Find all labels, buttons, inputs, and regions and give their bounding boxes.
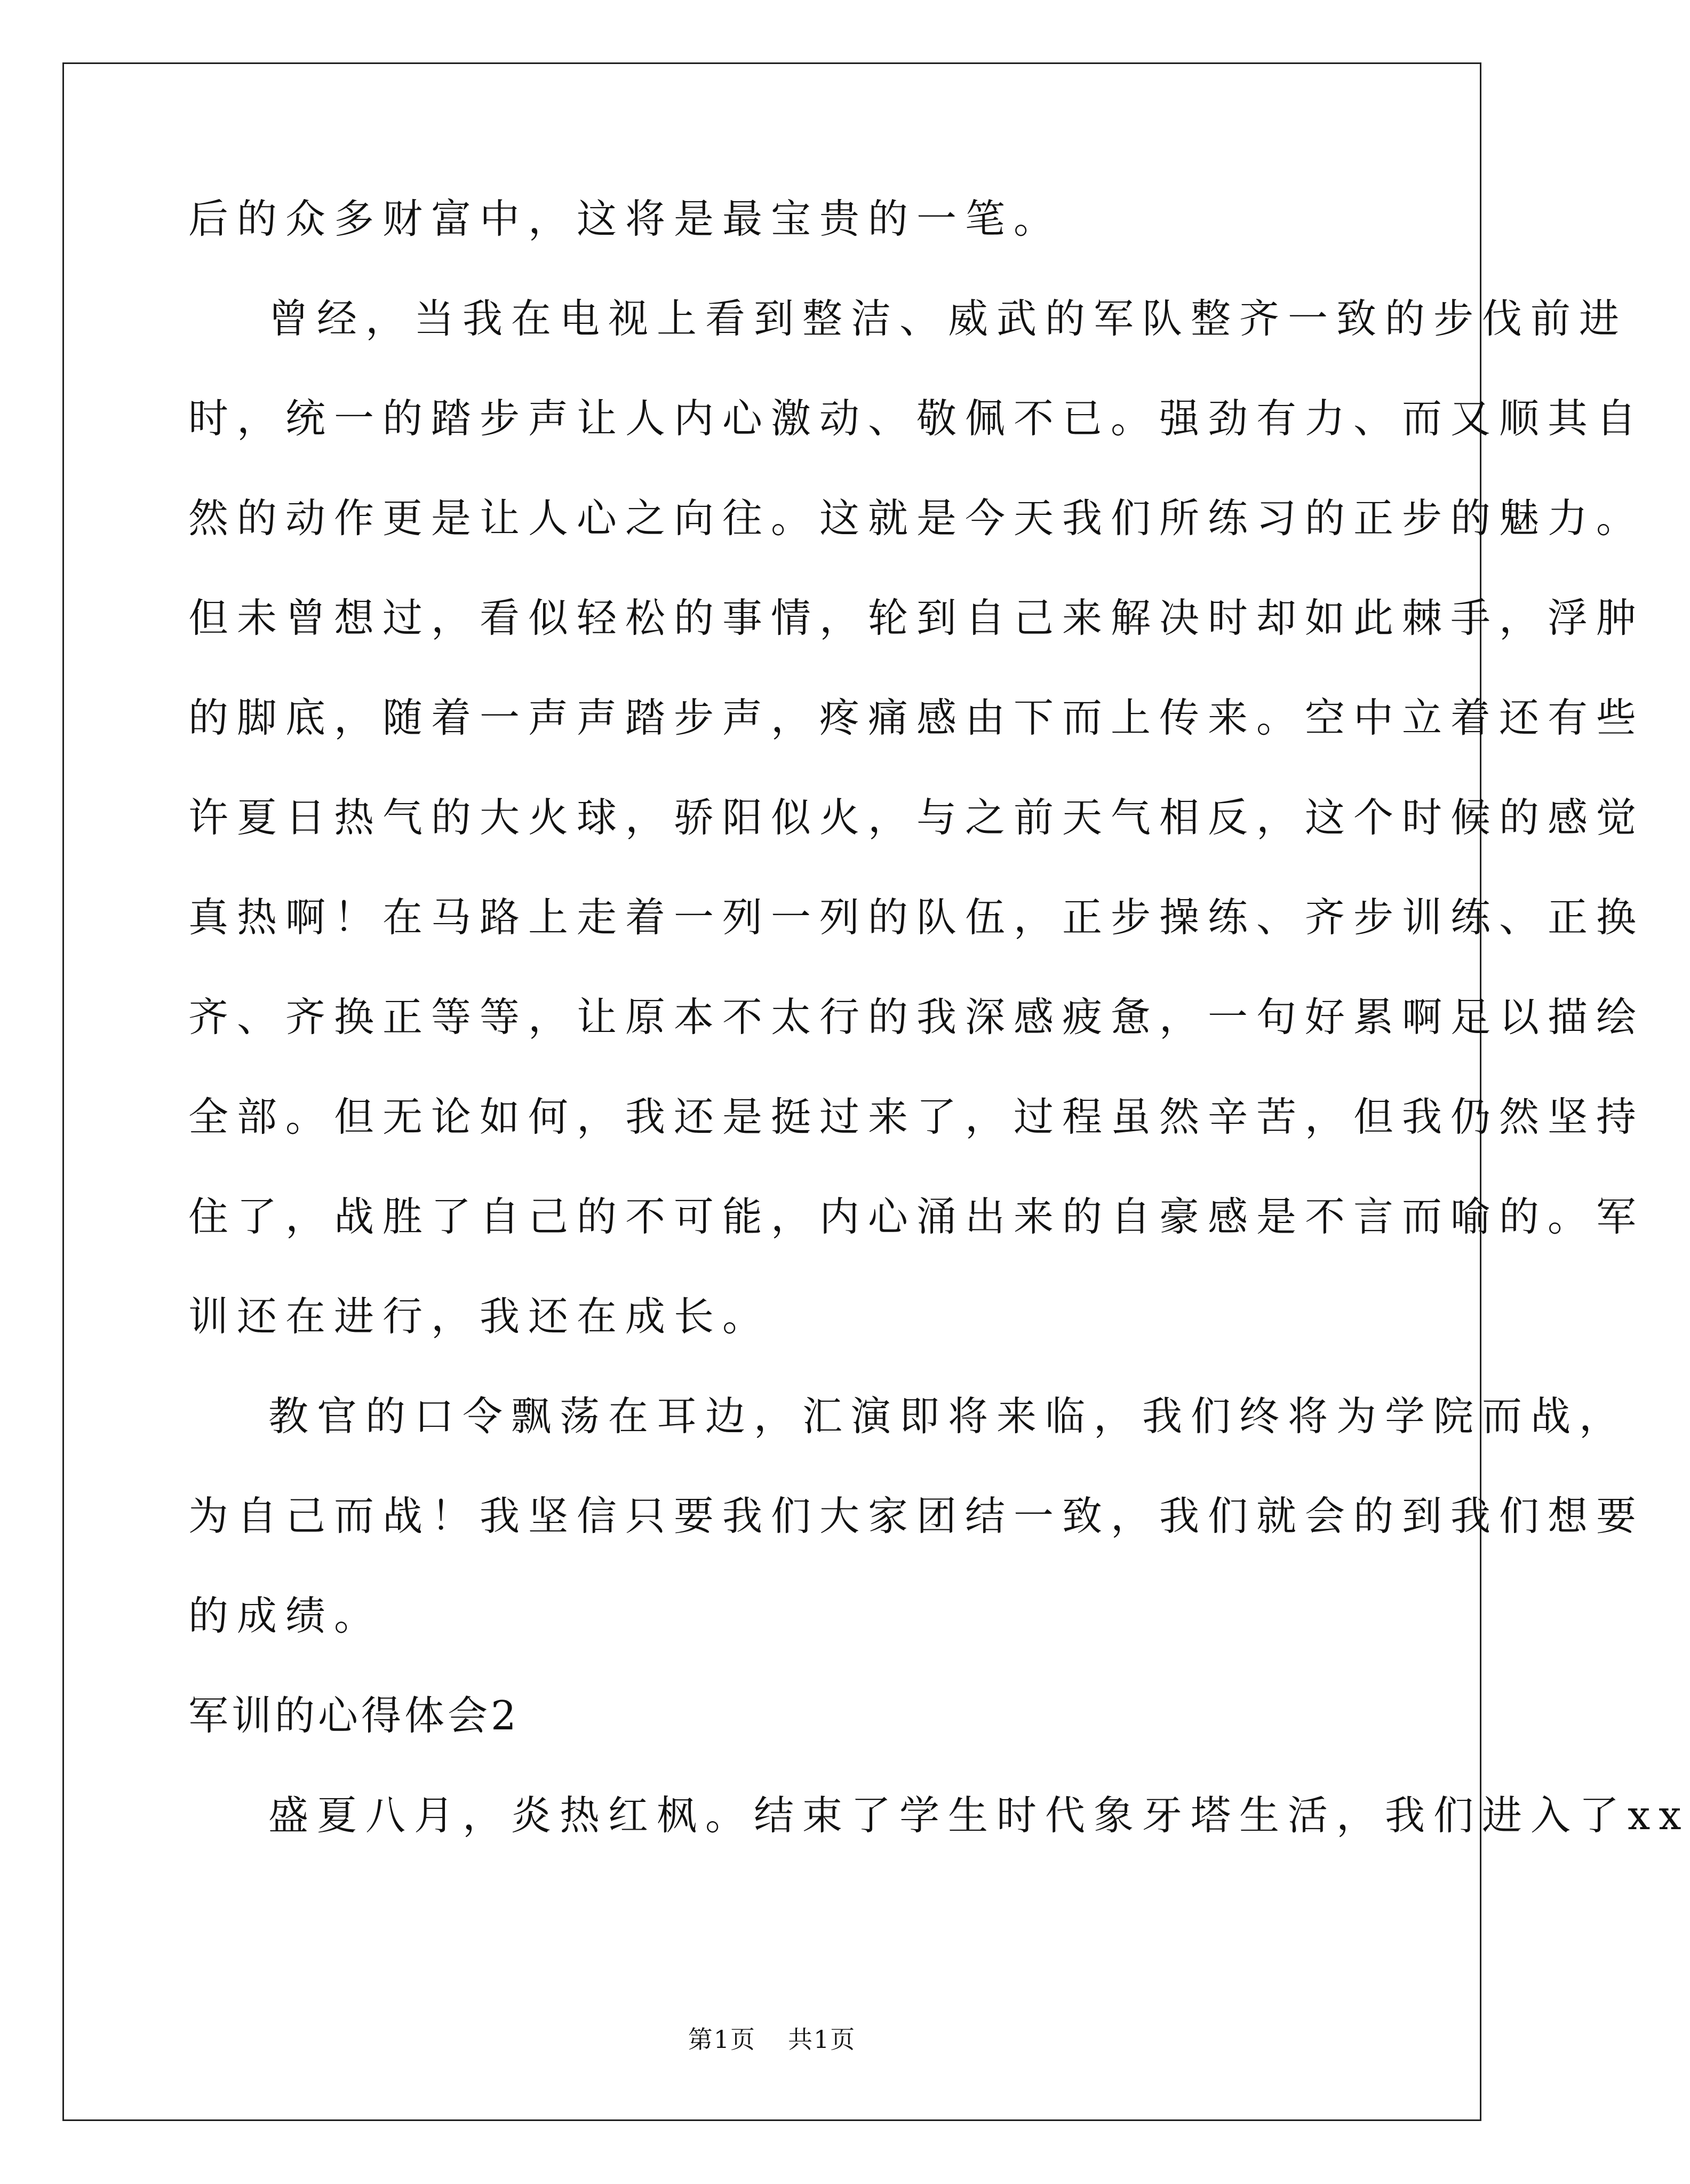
- text-line: 全部。但无论如何，我还是挺过来了，过程虽然辛苦，但我仍然坚持: [188, 1093, 1645, 1140]
- text-line: 时，统一的踏步声让人内心激动、敬佩不已。强劲有力、而又顺其自: [188, 395, 1645, 442]
- text-line: 住了，战胜了自己的不可能，内心涌出来的自豪感是不言而喻的。军: [188, 1193, 1645, 1240]
- text-line: 齐、齐换正等等，让原本不太行的我深感疲惫，一句好累啊足以描绘: [188, 994, 1645, 1041]
- text-line: 但未曾想过，看似轻松的事情，轮到自己来解决时却如此棘手，浮肿: [188, 594, 1645, 641]
- paragraph-start-line: 盛夏八月，炎热红枫。结束了学生时代象牙塔生活，我们进入了xx: [268, 1792, 1690, 1839]
- page-number: 第1页: [688, 2025, 756, 2054]
- text-line: 训还在进行，我还在成长。: [188, 1293, 771, 1340]
- section-heading: 军训的心得体会2: [188, 1692, 520, 1739]
- text-line: 为自己而战！我坚信只要我们大家团结一致，我们就会的到我们想要: [188, 1492, 1645, 1539]
- text-line: 然的动作更是让人心之向往。这就是今天我们所练习的正步的魅力。: [188, 495, 1645, 542]
- text-line: 许夏日热气的大火球，骄阳似火，与之前天气相反，这个时候的感觉: [188, 794, 1645, 841]
- text-line: 后的众多财富中，这将是最宝贵的一笔。: [188, 195, 1063, 242]
- text-line: 的脚底，随着一声声踏步声，疼痛感由下而上传来。空中立着还有些: [188, 694, 1645, 741]
- paragraph-start-line: 教官的口令飘荡在耳边，汇演即将来临，我们终将为学院而战，: [268, 1393, 1628, 1440]
- text-line: 的成绩。: [188, 1592, 383, 1639]
- page-footer: [0, 2023, 1544, 2055]
- paragraph-start-line: 曾经，当我在电视上看到整洁、威武的军队整齐一致的步伐前进: [268, 295, 1628, 342]
- page-total: 共1页: [788, 2025, 856, 2054]
- text-line: 真热啊！在马路上走着一列一列的队伍，正步操练、齐步训练、正换: [188, 894, 1645, 941]
